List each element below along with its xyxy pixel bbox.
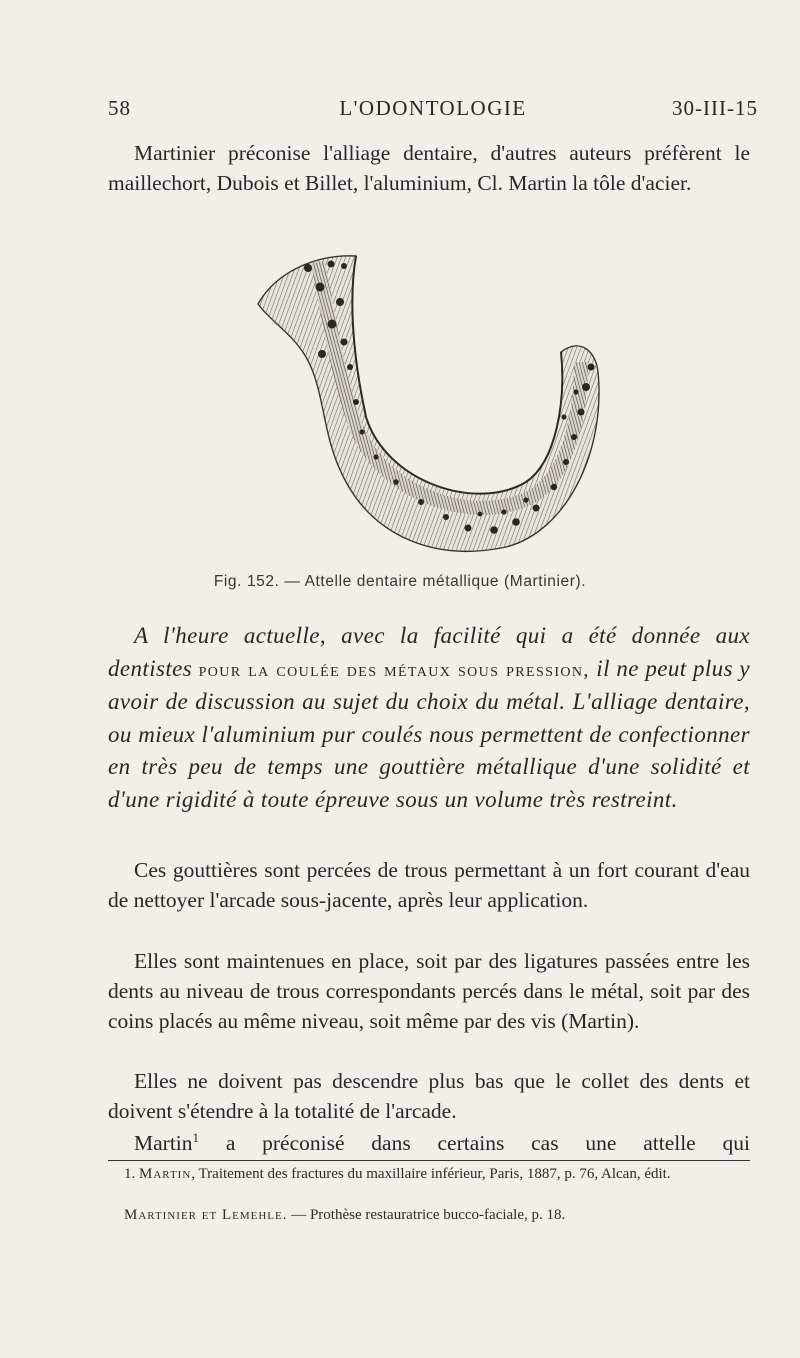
footnote-reference: 1 (192, 1129, 200, 1145)
dental-splint-illustration (236, 242, 616, 572)
paragraph-current-practice (108, 620, 750, 816)
paragraph-current-practice-body: il ne peut plus y avoir de discussion au sujet du choix du métal. L'alliage dentaire, ou mieux l'aluminium pur coulés nous permettent de confectionner en très peu de temps une gouttière métallique d'une solidité et d'une rigidité à toute épreuve sous un volume très restreint. (108, 655, 750, 812)
footnote-1 (108, 1164, 750, 1184)
footnote-text: , Traitement des fractures du maxillaire inférieur, Paris, 1887, p. 76, Alcan, édit. (191, 1166, 671, 1182)
running-title: L'ODONTOLOGIE (339, 96, 527, 120)
issue-date: 30-III-15 (672, 96, 758, 120)
page-number: 58 (108, 96, 131, 120)
paragraph-metals: Martinier préconise l'alliage dentaire, d'autres auteurs préfèrent le maillechort, Dubois et Billet, l'aluminium, Cl. Martin la tôle d'acier. (108, 141, 750, 195)
page-header (108, 96, 758, 132)
figure-caption: Fig. 152. — Attelle dentaire métallique (Martinier). (213, 573, 587, 590)
figure-dental-splint (236, 242, 616, 572)
paragraph-martin-start: Martin (134, 1131, 193, 1155)
paragraph-extent: Elles ne doivent pas descendre plus bas que le collet des dents et doivent s'étendre à la totalité de l'arcade. (108, 1069, 750, 1123)
footnote-text: — Prothèse restauratrice bucco-faciale, p. 18. (287, 1207, 566, 1223)
footnote-2 (108, 1205, 750, 1225)
footnote-marker: 1. (124, 1166, 139, 1182)
paragraph-martin-end: a préconisé dans certains cas une attelle qui (199, 1131, 750, 1155)
paragraph-fixation: Elles sont maintenues en place, soit par des ligatures passées entre les dents au niveau de trous correspondants percés dans le métal, soit par des coins placés au même niveau, soit même par des vis (Martin). (108, 949, 750, 1033)
paragraph-current-practice-intro: A l'heure actuelle, avec la facilité qui a été donnée aux dentistes (108, 623, 750, 681)
paragraph-holes: Ces gouttières sont percées de trous permettant à un fort courant d'eau de nettoyer l'arcade sous-jacente, après leur application. (108, 858, 750, 912)
smallcaps-phrase: pour la coulée des métaux sous pression, (198, 658, 590, 681)
footnote-author: Martinier et Lemehle. (124, 1207, 288, 1223)
paragraph-martin (108, 1128, 750, 1158)
footnote-divider (108, 1160, 750, 1163)
footnote-author: Martin (139, 1166, 192, 1182)
